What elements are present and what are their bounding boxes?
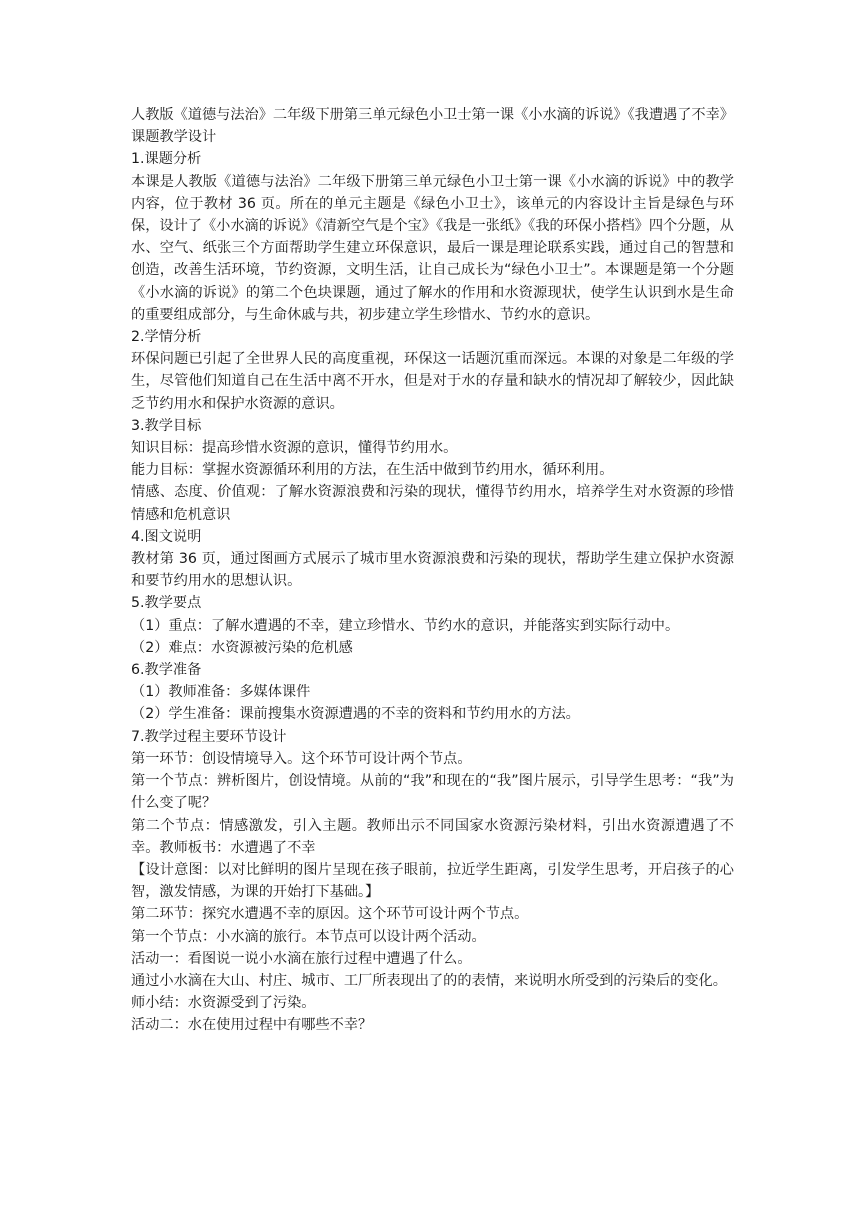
paragraph: 情感、态度、价值观：了解水资源浪费和污染的现状，懂得节约用水，培养学生对水资源的珍惜情感和危机意识 <box>131 484 734 523</box>
paragraph: 师小结：水资源受到了污染。 <box>131 995 316 1012</box>
document-title: 人教版《道德与法治》二年级下册第三单元绿色小卫士第一课《小水滴的诉说》《我遭遇了不幸》课题教学设计 <box>131 107 734 146</box>
paragraph: 活动一：看图说一说小水滴在旅行过程中遭遇了什么。 <box>131 950 472 967</box>
paragraph: 第二环节：探究水遭遇不幸的原因。这个环节可设计两个节点。 <box>131 906 529 923</box>
paragraph: 第一个节点：小水滴的旅行。本节点可以设计两个活动。 <box>131 928 486 945</box>
paragraph: 第二个节点：情感激发，引入主题。教师出示不同国家水资源污染材料，引出水资源遭遇了不幸。教师板书：水遭遇了不幸 <box>131 817 734 856</box>
paragraph: 教材第 36 页，通过图画方式展示了城市里水资源浪费和污染的现状，帮助学生建立保护水资源和要节约用水的思想认识。 <box>131 551 734 590</box>
section-heading-6: 6.教学准备 <box>131 662 202 679</box>
paragraph: （1）教师准备：多媒体课件 <box>131 684 311 701</box>
section-heading-7: 7.教学过程主要环节设计 <box>131 728 287 745</box>
paragraph: 第一个节点：辨析图片，创设情境。从前的“我”和现在的“我”图片展示，引导学生思考：“我”为什么变了呢？ <box>131 773 734 812</box>
paragraph: 第一环节：创设情境导入。这个环节可设计两个节点。 <box>131 750 472 767</box>
paragraph: 通过小水滴在大山、村庄、城市、工厂所表现出了的的表情，来说明水所受到的污染后的变化。 <box>131 972 727 989</box>
section-heading-2: 2.学情分析 <box>131 329 202 346</box>
paragraph: （1）重点：了解水遭遇的不幸，建立珍惜水、节约水的意识，并能落实到实际行动中。 <box>131 617 680 634</box>
paragraph: （2）难点：水资源被污染的危机感 <box>131 639 353 656</box>
paragraph: 能力目标：掌握水资源循环利用的方法，在生活中做到节约用水，循环利用。 <box>131 462 614 479</box>
paragraph: 知识目标：提高珍惜水资源的意识，懂得节约用水。 <box>131 440 458 457</box>
paragraph: 本课是人教版《道德与法治》二年级下册第三单元绿色小卫士第一课《小水滴的诉说》中的教学内容，位于教材 36 页。所在的单元主题是《绿色小卫士》，该单元的内容设计主旨是绿色与环保，设计了《小水滴的诉说》《清新空气是个宝》《我是一张纸》《我的环保小搭档》四个分题，从水、空气、纸张三个方面帮助学生建立环保意识，最后一课是理论联系实践，通过自己的智慧和创造，改善生活环境，节约资源，文明生活，让自己成长为“绿色小卫士”。本课题是第一个分题《小水滴的诉说》的第二个色块课题，通过了解水的作用和水资源现状，使学生认识到水是生命的重要组成部分，与生命休戚与共，初步建立学生珍惜水、节约水的意识。 <box>131 173 734 323</box>
document-page <box>131 104 734 1037</box>
design-intent-note: 【设计意图：以对比鲜明的图片呈现在孩子眼前，拉近学生距离，引发学生思考，开启孩子的心智，激发情感，为课的开始打下基础。】 <box>131 861 734 901</box>
paragraph: （2）学生准备：课前搜集水资源遭遇的不幸的资料和节约用水的方法。 <box>131 706 580 723</box>
paragraph: 活动二：水在使用过程中有哪些不幸？ <box>131 1017 373 1034</box>
section-heading-1: 1.课题分析 <box>131 151 202 168</box>
section-heading-4: 4.图文说明 <box>131 528 202 545</box>
section-heading-5: 5.教学要点 <box>131 595 202 612</box>
paragraph: 环保问题已引起了全世界人民的高度重视，环保这一话题沉重而深远。本课的对象是二年级的学生，尽管他们知道自己在生活中离不开水，但是对于水的存量和缺水的情况却了解较少，因此缺乏节约用水和保护水资源的意识。 <box>131 351 734 412</box>
section-heading-3: 3.教学目标 <box>131 417 202 434</box>
